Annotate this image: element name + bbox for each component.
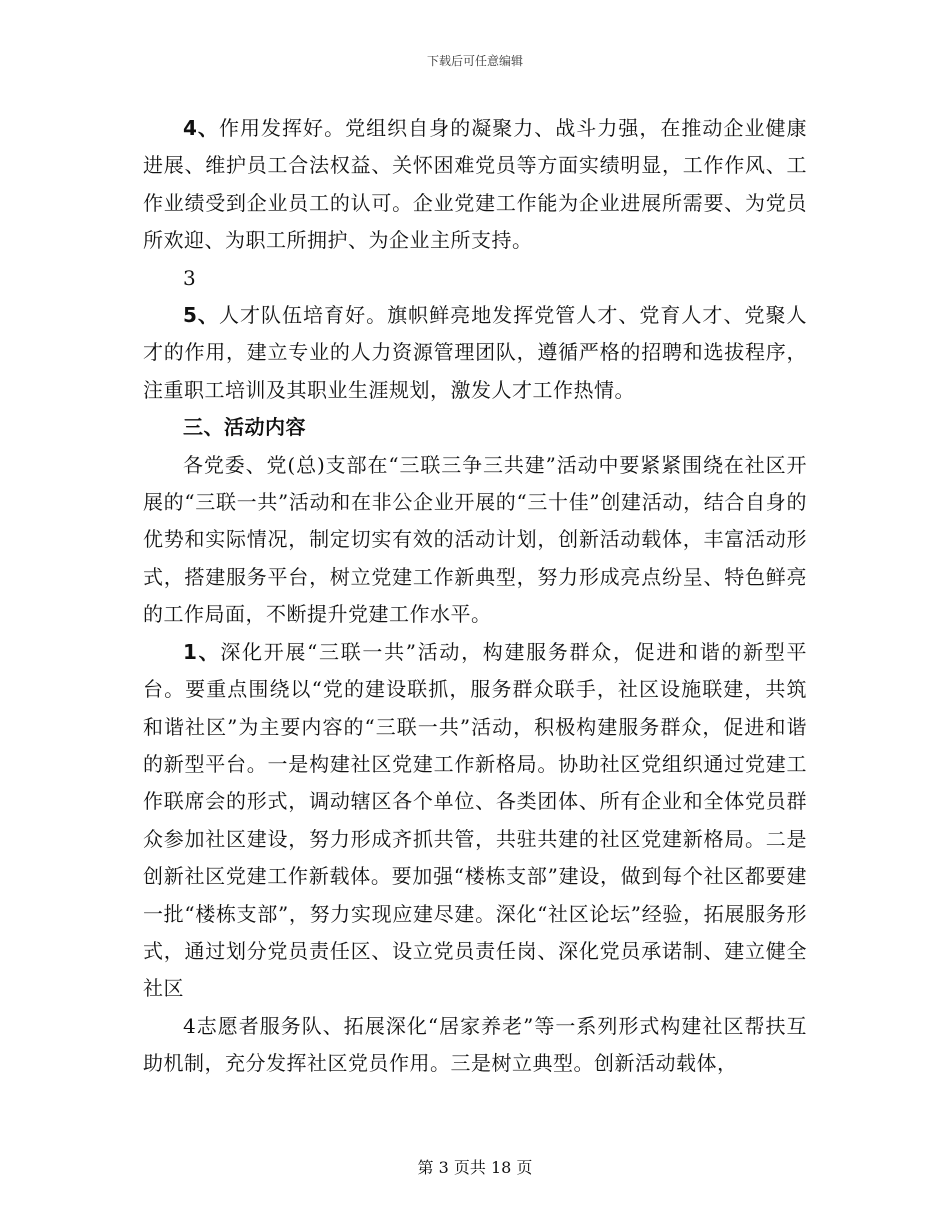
paragraph-activity: 各党委、党(总)支部在“三联三争三共建”活动中要紧紧围绕在社区开展的“三联一共”活动和在非公企业开展的“三十佳”创建活动，结合自身的优势和实际情况，制定切实有效的活动计划，创新活动载体，丰富活动形式，搭建服务平台，树立党建工作新典型，努力形成亮点纷呈、特色鲜亮的工作局面，不断提升党建工作水平。 [143,452,807,627]
page-marker: 3 [183,265,196,290]
page-footer: 第 3 页共 18 页 [417,1158,533,1177]
item-number: 4、 [183,116,219,140]
paragraph-item-4 [143,110,807,260]
item-number: 1、 [183,639,221,664]
section-heading: 三、活动内容 [183,415,306,440]
item-number: 5、 [183,303,219,328]
document-body [143,110,807,1083]
paragraph-volunteer: 4志愿者服务队、拓展深化“居家养老”等一系列形式构建社区帮扶互助机制，充分发挥社区党员作用。三是树立典型。创新活动载体， [143,1013,807,1076]
paragraph-item-1 [143,634,807,1008]
paragraph-text: 作用发挥好。党组织自身的凝聚力、战斗力强，在推动企业健康进展、维护员工合法权益、关怀困难党员等方面实绩明显，工作作风、工作业绩受到企业员工的认可。企业党建工作能为企业进展所需要、为党员所欢迎、为职工所拥护、为企业主所支持。 [143,116,808,253]
paragraph-item-5 [143,297,807,409]
page-header: 下载后可任意编辑 [426,54,523,68]
paragraph-text: 人才队伍培育好。旗帜鲜亮地发挥党管人才、党育人才、党聚人才的作用，建立专业的人力资源管理团队，遵循严格的招聘和选拔程序，注重职工培训及其职业生涯规划，激发人才工作热情。 [143,303,808,402]
paragraph-text: 深化开展“三联一共”活动，构建服务群众，促进和谐的新型平台。要重点围绕以“党的建设联抓，服务群众联手，社区设施联建，共筑和谐社区”为主要内容的“三联一共”活动，积极构建服务群众，促进和谐的新型平台。一是构建社区党建工作新格局。协助社区党组织通过党建工作联席会的形式，调动辖区各个单位、各类团体、所有企业和全体党员群众参加社区建设，努力形成齐抓共管，共驻共建的社区党建新格局。二是创新社区党建工作新载体。要加强“楼栋支部”建设，做到每个社区都要建一批“楼栋支部”，努力实现应建尽建。深化“社区论坛”经验，拓展服务形式，通过划分党员责任区、设立党员责任岗、深化党员承诺制、建立健全社区 [143,639,807,1001]
